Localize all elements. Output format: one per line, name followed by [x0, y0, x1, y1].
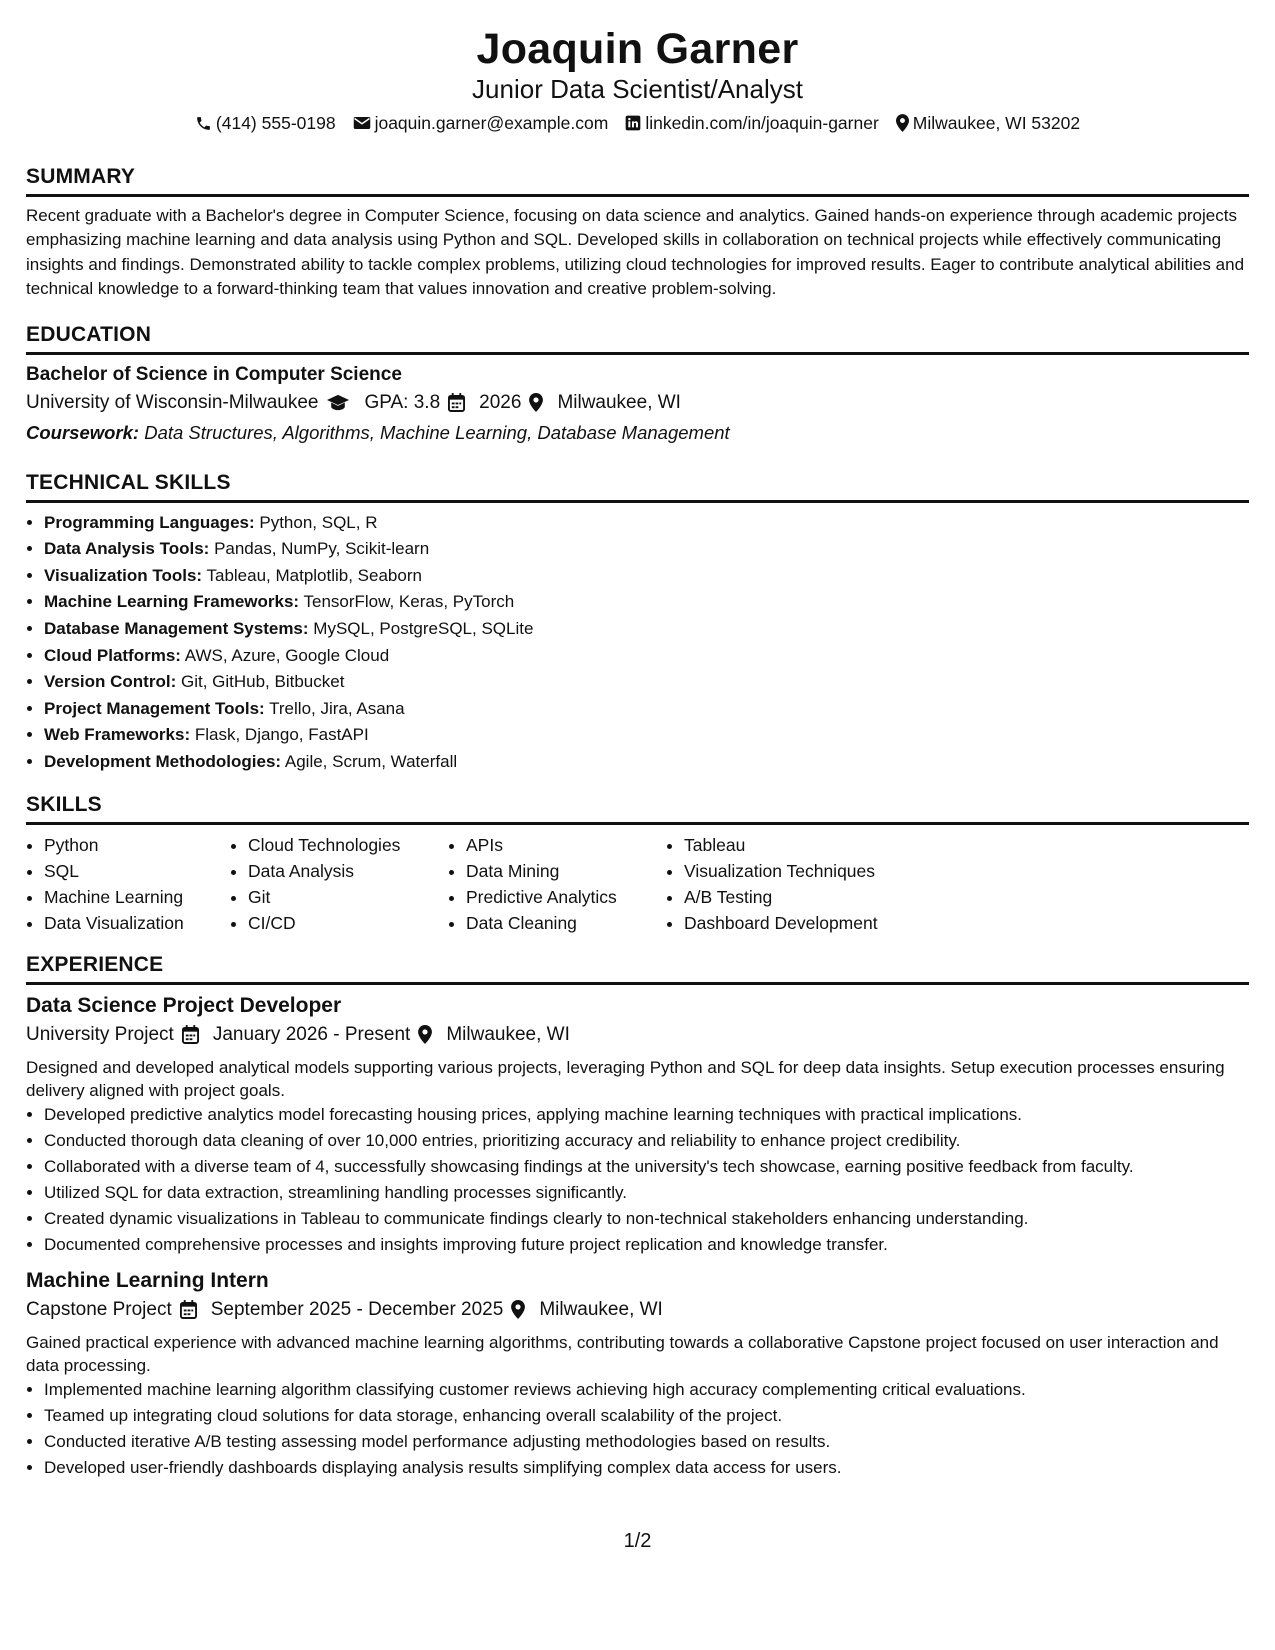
list-item: • APIs [466, 832, 666, 858]
list-item: • Utilized SQL for data extraction, streamlining handling processes significantly. [44, 1181, 1249, 1205]
map-pin-icon [896, 114, 909, 132]
gpa-value: GPA: 3.8 [364, 391, 441, 413]
graduation-cap-icon [326, 394, 350, 411]
school-location: Milwaukee, WI [557, 391, 681, 413]
contact-phone [195, 110, 336, 136]
skill-values: Tableau, Matplotlib, Seaborn [206, 565, 422, 585]
list-item [44, 536, 1249, 563]
job-description: Designed and developed analytical models supporting various projects, leveraging Python and SQL for deep data insights. Setup execution processes ensuring delivery aligned with project goals. [26, 1057, 1225, 1101]
dates-item [211, 1295, 526, 1325]
school-item [26, 388, 350, 418]
map-pin-icon [511, 1300, 525, 1319]
skill-category: Project Management Tools: [44, 698, 265, 718]
list-item [44, 669, 1249, 696]
list-item: • Python [44, 832, 230, 858]
skill-category: Data Analysis Tools: [44, 539, 210, 559]
job-description: Gained practical experience with advanced machine learning algorithms, contributing towards a collaborative Capstone project focused on user interaction and data processing. [26, 1332, 1219, 1376]
coursework-label: Coursework: [26, 421, 140, 443]
list-item: • Conducted iterative A/B testing assessing model performance adjusting methodologies based on results. [44, 1430, 1249, 1454]
list-item: • Documented comprehensive processes and insights improving future project replication and knowledge transfer. [44, 1233, 1249, 1257]
dates-item [213, 1020, 433, 1050]
coursework-list: Data Structures, Algorithms, Machine Learning, Database Management [144, 421, 730, 443]
list-item [44, 696, 1249, 723]
education-section [26, 322, 1249, 448]
job-dates: January 2026 - Present [212, 1023, 411, 1045]
skills-column [448, 832, 666, 936]
list-item [44, 749, 1249, 776]
section-divider [26, 352, 1249, 355]
section-divider [26, 500, 1249, 503]
list-item: • Tableau [684, 832, 924, 858]
summary-text: Recent graduate with a Bachelor's degree in Computer Science, focusing on data science and analytics. Gained hands-on experience through academic projects emphasizing machine learning and data analysis using Python and SQL. Developed skills in collaboration on technical projects while effectively communicating insights and findings. Demonstrated ability to tackle complex problems, utilizing cloud technologies for improved results. Eager to contribute analytical abilities and technical knowledge to a forward-thinking team that values innovation and creative problem-solving. [26, 206, 1245, 299]
skill-category: Web Frameworks: [44, 725, 191, 745]
phone-icon [195, 115, 212, 132]
skill-values: Trello, Jira, Asana [269, 698, 405, 718]
skill-values: MySQL, PostgreSQL, SQLite [313, 619, 534, 638]
list-item: • Machine Learning [44, 884, 230, 910]
map-pin-icon [418, 1025, 432, 1044]
list-item: • Teamed up integrating cloud solutions for data storage, enhancing overall scalability of the project. [44, 1404, 1249, 1428]
technical-skills-list [26, 510, 1249, 776]
linkedin-icon [625, 115, 641, 131]
location-text: Milwaukee, WI 53202 [912, 113, 1081, 133]
skill-category: Cloud Platforms: [44, 645, 181, 665]
section-divider [26, 194, 1249, 197]
map-pin-icon [529, 393, 543, 412]
contact-email [353, 110, 609, 136]
list-item: • Cloud Technologies [248, 832, 448, 858]
coursework [26, 418, 1249, 448]
job-entry [26, 992, 1249, 1257]
list-item: • Data Cleaning [466, 910, 666, 936]
job-org: Capstone Project [26, 1298, 172, 1320]
calendar-icon [180, 1300, 197, 1319]
skill-values: Pandas, NumPy, Scikit-learn [214, 539, 430, 559]
list-item [44, 589, 1249, 616]
skill-category: Version Control: [44, 672, 177, 692]
summary-section [26, 164, 1249, 302]
skill-category: Machine Learning Frameworks: [44, 592, 300, 612]
job-bullets [26, 1378, 1249, 1480]
list-item: • Collaborated with a diverse team of 4, successfully showcasing findings at the university's tech showcase, earning positive feedback from faculty. [44, 1155, 1249, 1179]
skill-values: Python, SQL, R [259, 512, 378, 532]
job-title: Data Science Project Developer [26, 993, 342, 1017]
list-item: • Git [248, 884, 448, 910]
summary-heading: SUMMARY [26, 165, 136, 188]
education-meta [26, 388, 1249, 418]
list-item: • Implemented machine learning algorithm classifying customer reviews achieving high accuracy complementing critical evaluations. [44, 1378, 1249, 1402]
skills-grid [26, 832, 1249, 936]
job-meta [26, 1295, 1249, 1325]
job-org: University Project [26, 1023, 174, 1045]
list-item: • A/B Testing [684, 884, 924, 910]
list-item: • SQL [44, 858, 230, 884]
list-item [44, 510, 1249, 537]
list-item: • Created dynamic visualizations in Tableau to communicate findings clearly to non-technical stakeholders enhancing understanding. [44, 1207, 1249, 1231]
list-item [44, 616, 1249, 643]
section-divider [26, 822, 1249, 825]
skill-category: Visualization Tools: [44, 565, 203, 585]
skill-values: AWS, Azure, Google Cloud [184, 645, 390, 665]
skills-section [26, 792, 1249, 936]
list-item [44, 563, 1249, 590]
skill-category: Development Methodologies: [44, 751, 282, 771]
year-item [479, 388, 543, 418]
list-item: • Dashboard Development [684, 910, 924, 936]
job-location: Milwaukee, WI [539, 1298, 663, 1320]
skills-heading: SKILLS [26, 792, 102, 816]
skills-column [26, 832, 230, 936]
school-name: University of Wisconsin-Milwaukee [26, 391, 319, 413]
list-item [44, 643, 1249, 670]
calendar-icon [182, 1025, 199, 1044]
list-item: • Data Analysis [248, 858, 448, 884]
linkedin-text[interactable]: linkedin.com/in/joaquin-garner [645, 113, 879, 133]
experience-section [26, 952, 1249, 1480]
list-item: • Data Mining [466, 858, 666, 884]
contact-bar [26, 110, 1249, 136]
skill-values: Agile, Scrum, Waterfall [284, 751, 458, 771]
org-item [26, 1295, 197, 1325]
section-divider [26, 982, 1249, 985]
skill-category: Database Management Systems: [44, 619, 309, 638]
page-number: 1/2 [623, 1530, 652, 1552]
list-item: • Data Visualization [44, 910, 230, 936]
job-dates: September 2025 - December 2025 [210, 1298, 504, 1320]
skill-values: TensorFlow, Keras, PyTorch [303, 592, 515, 612]
skill-values: Flask, Django, FastAPI [194, 725, 369, 745]
envelope-icon [353, 116, 371, 130]
location-item [557, 388, 681, 418]
job-bullets [26, 1103, 1249, 1257]
list-item: • Predictive Analytics [466, 884, 666, 910]
list-item: • CI/CD [248, 910, 448, 936]
calendar-icon [448, 393, 465, 412]
job-meta [26, 1020, 1249, 1050]
contact-linkedin [625, 110, 878, 136]
list-item: • Visualization Techniques [684, 858, 924, 884]
technical-skills-section [26, 470, 1249, 776]
graduation-year: 2026 [479, 391, 522, 413]
skills-column [666, 832, 924, 936]
degree-title: Bachelor of Science in Computer Science [26, 363, 402, 385]
candidate-name: Joaquin Garner [476, 25, 799, 73]
skills-column [230, 832, 448, 936]
job-location: Milwaukee, WI [446, 1023, 570, 1045]
list-item: • Developed user-friendly dashboards displaying analysis results simplifying complex data access for users. [44, 1456, 1249, 1480]
location-item [446, 1020, 570, 1050]
experience-heading: EXPERIENCE [26, 952, 164, 976]
location-item [539, 1295, 663, 1325]
phone-text: (414) 555-0198 [215, 113, 336, 133]
list-item [44, 722, 1249, 749]
candidate-title: Junior Data Scientist/Analyst [472, 74, 803, 104]
technical-skills-heading: TECHNICAL SKILLS [26, 470, 231, 494]
list-item: • Conducted thorough data cleaning of over 10,000 entries, prioritizing accuracy and reliability to enhance project credibility. [44, 1129, 1249, 1153]
email-text[interactable]: joaquin.garner@example.com [374, 113, 609, 133]
list-item: • Developed predictive analytics model forecasting housing prices, applying machine learning techniques with practical implications. [44, 1103, 1249, 1127]
education-heading: EDUCATION [26, 322, 152, 346]
org-item [26, 1020, 199, 1050]
skill-values: Git, GitHub, Bitbucket [180, 672, 345, 692]
gpa-item [364, 388, 465, 418]
job-title: Machine Learning Intern [26, 1268, 269, 1292]
contact-location [896, 110, 1080, 136]
skill-category: Programming Languages: [44, 512, 255, 532]
job-entry [26, 1267, 1249, 1480]
